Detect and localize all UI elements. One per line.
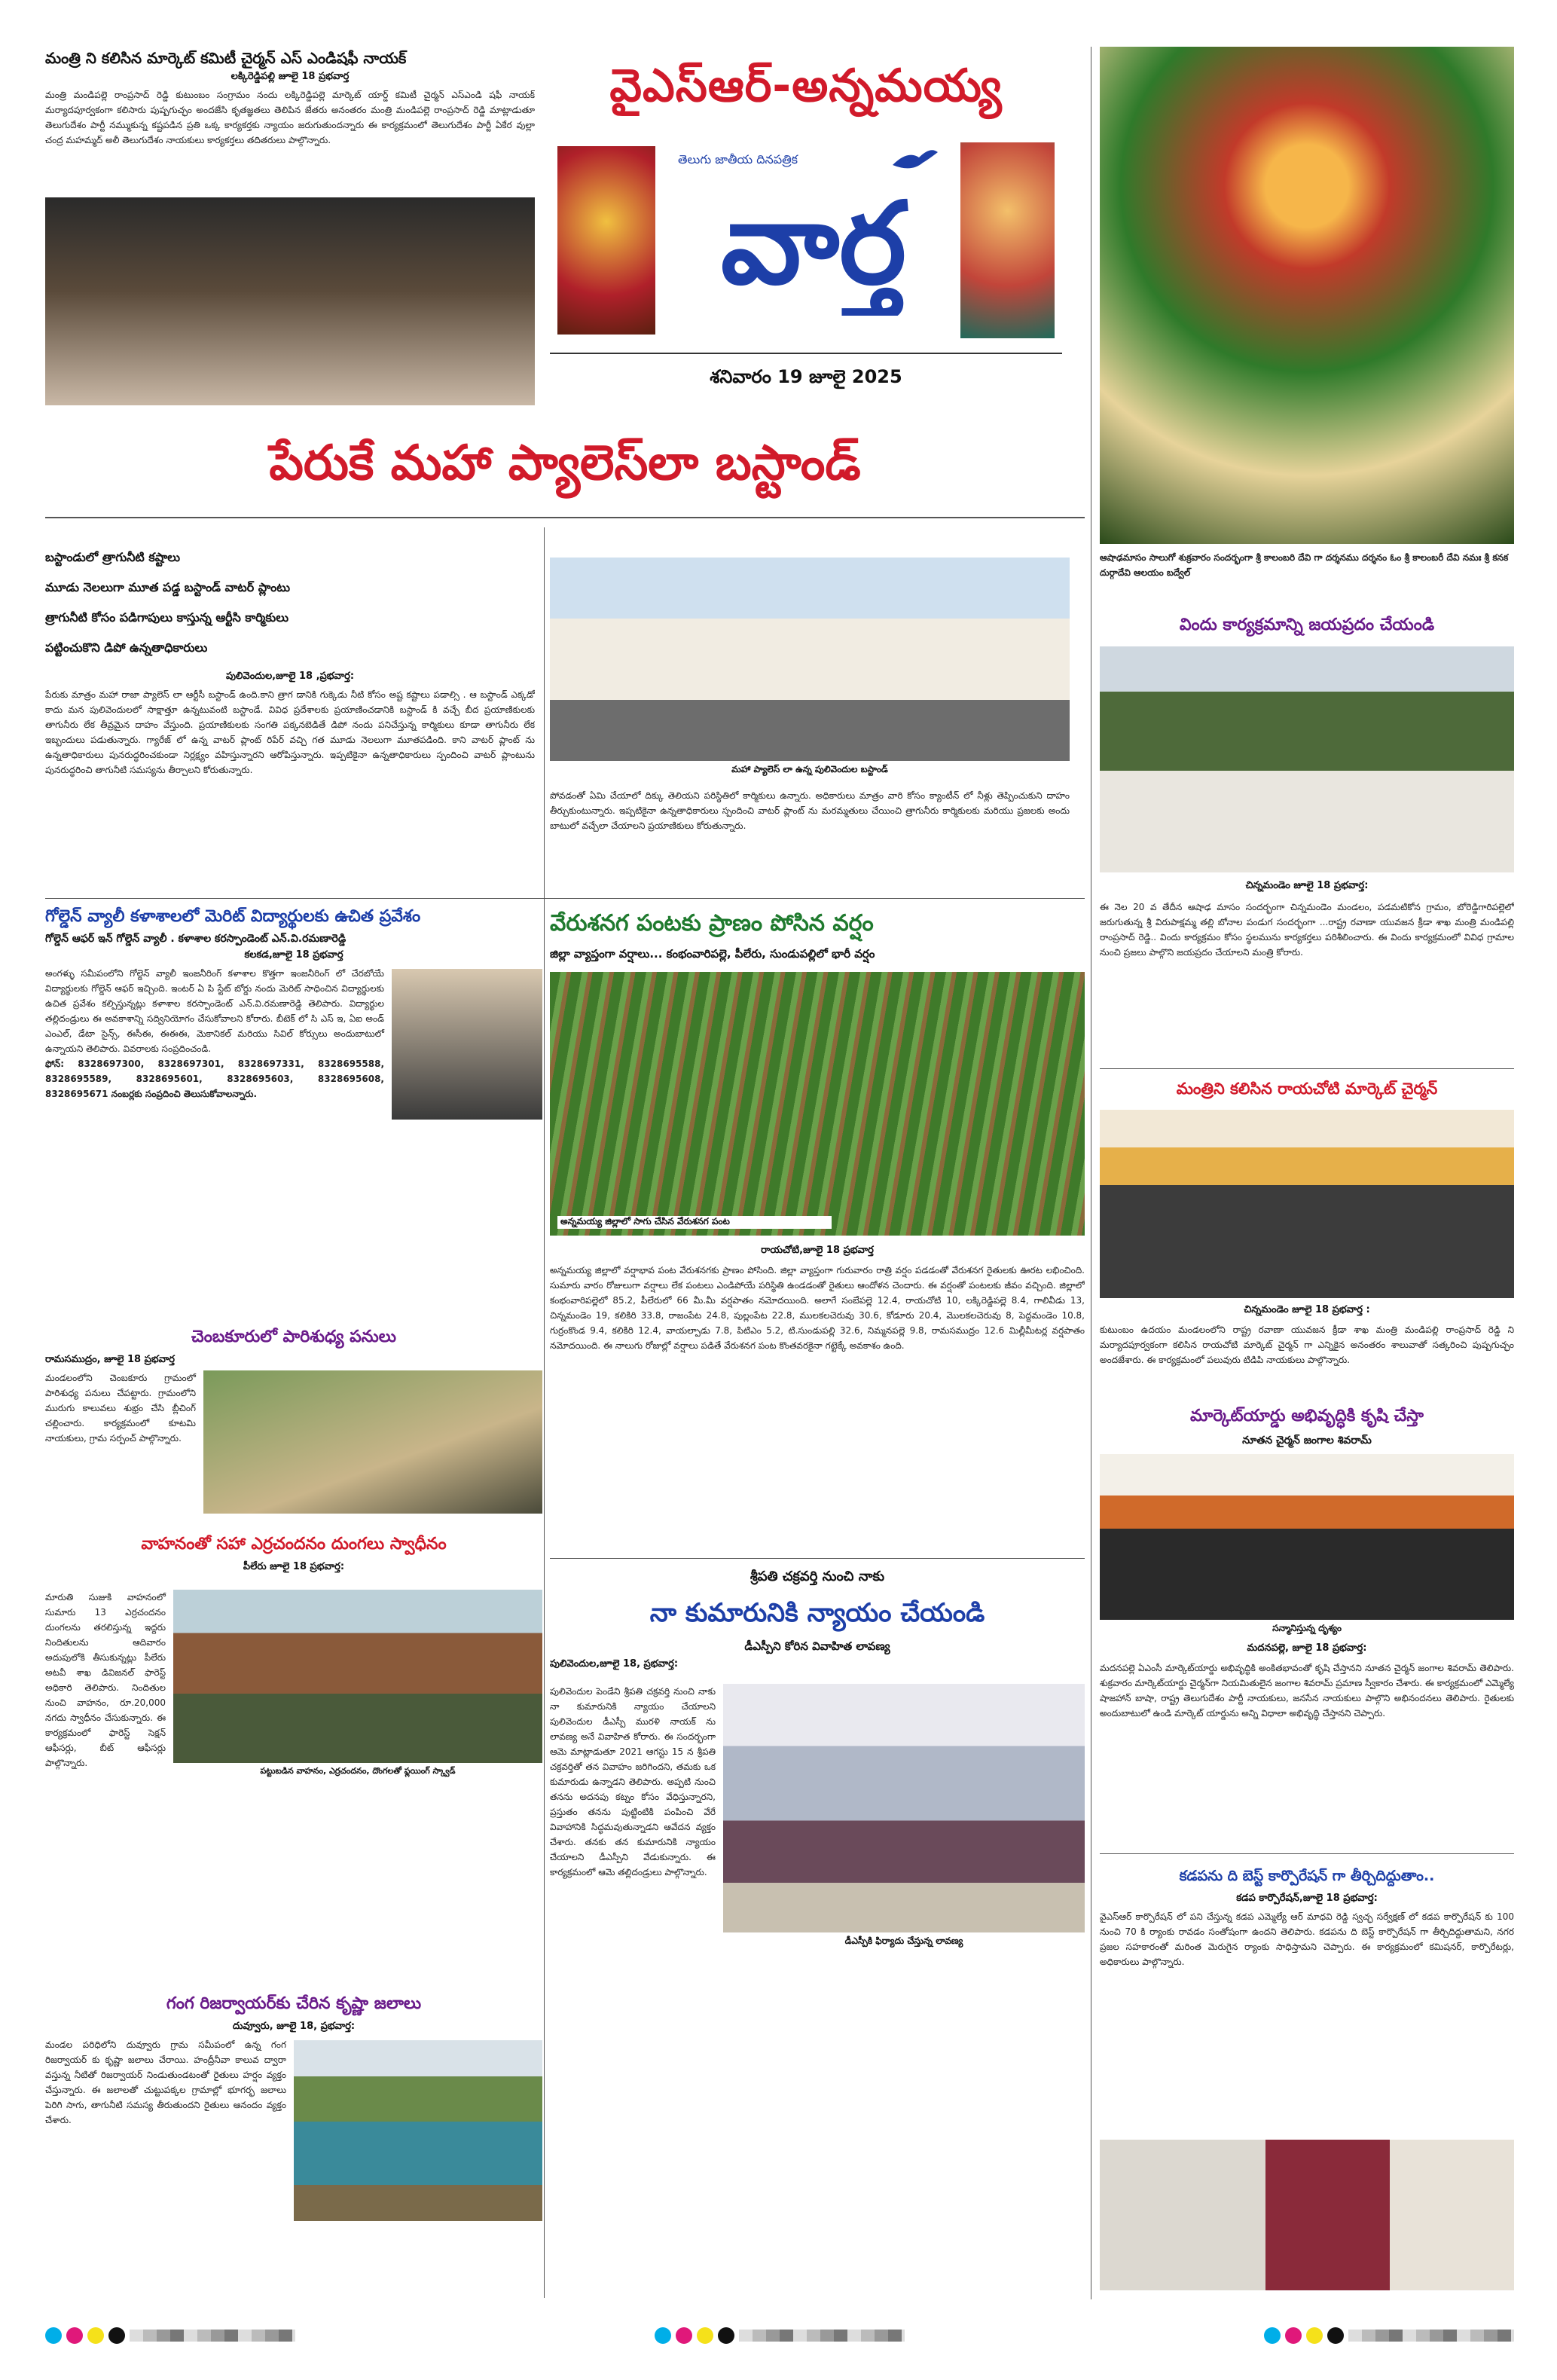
bus-body: పేరుకు మాత్రం మహా రాజా ప్యాలెస్ లా ఆర్టీసీ బస్టాండ్ ఉంది.కాని త్రాగ డానికి గుక్కెడు నీటి కోసం అష్ట కష్టాలు పడాల్సి . ఆ బస్టాండ్ ఎక్కడో కాదు మన పులివెందులలో సాక్షాత్తూ ఉన్నటువంటి బస్టాండే. వివిధ ప్రదేశాలకు ప్రయాణించడానికి బస్టాండ్ కి వచ్చే బీద ప్రయాణికులకు తాగునీరు లేక తీవ్రమైన దాహం వేస్తుంది. ప్రయాణికులకు సంగతి పక్కనబెడితే డిపో నందు పనిచేస్తున్న కార్మికులు కూడా తాగునీరు లేక ఇబ్బందులు పడుతున్నారు. గ్యారేజ్ లో ఉన్న వాటర్ ప్లాంట్ రిపేర్ వచ్చి గత మూడు నెలలుగా మూతపడింది. కాని వాటర్ ప్లాంట్ ను ఉన్నతాధికారులు పునరుద్ధరించకుండా నిర్లక్ష్యం వహిస్తున్నారని ఆరోపిస్తున్నారు. ఇప్పటికైనా ఉన్నతాధికారులు స్పందించి వాటర్ ప్లాంటును పునరుద్ధరించి తాగునీటి సమస్యను తీర్చాలని కోరుతున్నారు. — [45, 689, 535, 775]
redsanders-headline: వాహనంతో సహా ఎర్రచందనం దుంగలు స్వాధీనం — [141, 1535, 447, 1554]
golden-correspondent-photo — [392, 969, 542, 1120]
redsanders-photo — [173, 1590, 542, 1763]
market-body: మదనపల్లె ఏఎంసీ మార్కెట్‌యార్డు అభివృద్ధికి అంకితభావంతో కృషి చేస్తానని నూతన చైర్మన్ జంగాల శివరామ్ తెలిపారు. శుక్రవారం మార్కెట్‌యార్డు చైర్మన్‌గా నియమితులైన జంగాల శివరామ్ ప్రమాణ స్వీకారం చేశారు. ఈ కార్యక్రమంలో ఎమ్మెల్యే షాజహాన్ బాషా, రాష్ట్ర తెలుగుదేశం పార్టీ నాయకులు, జనసేన నాయకులు పాల్గొని అభినందనలు తెలిపారు. రైతులకు అందుబాటులో ఉండి మార్కెట్ యార్డును అన్ని విధాలా అభివృద్ధి చేస్తానని చెప్పారు. — [1100, 1663, 1514, 1719]
divider-left-column — [544, 527, 545, 2298]
justice-headline: నా కుమారునికి న్యాయం చేయండి — [649, 1598, 985, 1628]
masthead-logo-box — [550, 131, 1062, 350]
market-headline: మార్కెట్‌యార్డు అభివృద్ధికి కృషి చేస్తా — [1190, 1407, 1424, 1425]
sanitation-dateline: రామసముద్రం, జూలై 18 ప్రభవార్త — [45, 1354, 175, 1365]
justice-dateline: పులివెందుల,జూలై 18, ప్రభవార్త: — [550, 1658, 679, 1670]
rayachoti-body: కుటుంబం ఉదయం మండలంలోని రాష్ట్ర రవాణా యువజన క్రీడా శాఖ మంత్రి మండిపల్లి రాంప్రసాద్ రెడ్డి ని మర్యాదపూర్వకంగా కలిసిన రాయచోటి మార్కెట్ చైర్మన్ గా ఎన్నికైన అనంతరం శాలువాతో సత్కరించి పుష్పగుచ్ఛం అందజేశారు. ఈ కార్యక్రమంలో పలువురు టిడిపి నాయకులు పాల్గొన్నారు. — [1100, 1324, 1514, 1365]
rayachoti-photo — [1100, 1110, 1514, 1298]
bus-bullet-4: పట్టించుకొని డిపో ఉన్నతాధికారులు — [45, 640, 208, 655]
rain-headline: వేరుశనగ పంటకు ప్రాణం పోసిన వర్షం — [550, 910, 874, 936]
rain-photo-caption: అన్నమయ్య జిల్లాలో సాగు చేసిన వేరుశనగ పంట — [557, 1216, 832, 1229]
top-left-body: మంత్రి మండిపల్లె రాంప్రసాద్ రెడ్డి కుటుంబం సంగ్రామం నందు లక్కిరెడ్డిపల్లె మార్కెట్ యార్డ్ కమిటీ చైర్మన్ ఎస్ఎండి షఫీ నాయక్ మర్యాదపూర్వకంగా కలిసారు పుష్పగుచ్ఛం అందజేసి కృతజ్ఞతలు తెలిపిన జేతరు అనంతరం మంత్రి మండిపల్లె రాంప్రసాద్ రెడ్డి మాట్లాడుతూ తెలుగుదేశం పార్టీ నమ్ముకున్న కష్టపడిన ప్రతి ఒక్క కార్యకర్తకు న్యాయం జరుగుతుందన్నారు ఈ కార్యక్రమంలో తెలుగుదేశం పార్టీ ఏకేర వుల్లా చంద్ర మహమ్మద్ అలీ తెలుగుదేశం నాయకులు కార్యకర్తలు తదితరులు పాల్గొన్నారు. — [45, 90, 535, 145]
registration-group-2 — [655, 2327, 905, 2344]
bus-bullet-2: మూడు నెలలుగా మూత పడ్డ బస్టాండ్ వాటర్ ప్లాంటు — [45, 580, 291, 594]
deity-image-left — [557, 146, 655, 335]
black-dot-3 — [1327, 2327, 1344, 2344]
magenta-dot-3 — [1285, 2327, 1302, 2344]
ganga-body: మండల పరిధిలోని దువ్వూరు గ్రామ సమీపంలో ఉన్న గంగ రిజర్వాయర్ కు కృష్ణా జలాలు చేరాయి. హంద్రీనీవా కాలువ ద్వారా వస్తున్న నీటితో రిజర్వాయర్ నిండుతుండటంతో రైతులు హర్షం వ్యక్తం చేస్తున్నారు. ఈ జలాలతో చుట్టుపక్కల గ్రామాల్లో భూగర్భ జలాలు పెరిగి సాగు, తాగునీటి సమస్య తీరుతుందని రైతులు ఆనందం వ్యక్తం చేశారు. — [45, 2039, 286, 2125]
kadapa-body: వైఎస్ఆర్ కార్పొరేషన్ లో పని చేస్తున్న కడప ఎమ్మెల్యే ఆర్ మాధవి రెడ్డి స్వచ్ఛ సర్వేక్షణ్ లో కడప కార్పొరేషన్ కు 100 నుంచి 70 కి ర్యాంకు రావడం సంతోషంగా ఉందని తెలిపారు. కడపను ది బెస్ట్ కార్పొరేషన్ గా తీర్చిదిద్దుతామని, నగర ప్రజల సహకారంతో మరింత మెరుగైన ర్యాంకు సాధిస్తామని చెప్పారు. ఈ కార్యక్రమంలో కమిషనర్, కార్పొరేటర్లు, అధికారులు పాల్గొన్నారు. — [1100, 1911, 1514, 1967]
vindu-headline: విందు కార్యక్రమాన్ని జయప్రదం చేయండి — [1179, 616, 1435, 634]
gray-scale-1 — [130, 2330, 295, 2342]
vindu-photo — [1100, 646, 1514, 872]
golden-body: అంగళ్ళు సమీపంలోని గోల్డెన్ వ్యాలీ ఇంజనీరింగ్ కళాశాల కొత్తగా ఇంజనీరింగ్ లో చేరబోయే విద్యార్థులకు గోల్డెన్ ఆఫర్ ఇచ్చింది. ఇంటర్ ఏ పి స్టేట్ బోర్డు నందు మెరిట్ సాధించిన విద్యార్థులకు ఉచిత ప్రవేశం కల్పిస్తున్నట్లు కళాశాల కరస్పాండెంట్ ఎన్.వి.రమణారెడ్డి తెలిపారు. విద్యార్థుల తల్లిదండ్రులు ఈ అవకాశాన్ని సద్వినియోగం చేసుకోవాలని కోరారు. బీటెక్ లో సి ఎస్ ఇ, ఏఐ అండ్ ఎంఎల్, డేటా సైన్స్, ఈసీఈ, ఈఈఈ, మెకానికల్ మరియు సివిల్ కోర్సులు అందుబాటులో ఉన్నాయని తెలిపారు. వివరాలకు సంప్రదించండి. — [45, 968, 384, 1054]
registration-group-3 — [1264, 2327, 1514, 2344]
kadapa-dateline: కడప కార్పొరేషన్,జూలై 18 ప్రభవార్త: — [1236, 1893, 1378, 1904]
top-right-story — [1100, 47, 1514, 604]
market-photo-caption: సన్మానిస్తున్న దృశ్యం — [1272, 1623, 1342, 1633]
justice-photo — [723, 1684, 1085, 1932]
rain-body: అన్నమయ్య జిల్లాలో వర్షాభావ పంట వేరుశనగకు ప్రాణం పోసింది. జిల్లా వ్యాప్తంగా గురువారం రాత్రి వర్షం పడడంతో వేరుశనగ రైతులకు ఊరట లభించింది. సుమారు వారం రోజులుగా వర్షాలు లేక పంటలు ఎండిపోయే పరిస్థితి ఉండడంతో రైతులు ఆందోళన చెందారు. ఈ వర్షంతో పంటలకు జీవం వచ్చింది. జిల్లాలో కంభంవారిపల్లెలో 85.2, పీలేరులో 66 మీ.మీ వర్షపాతం నమోదయింది. అలాగే సంబేపల్లె 12.4, రాయచోటి 10, లక్కిరెడ్డిపల్లె 8.4, గాలివీడు 13, చిన్నమండెం 19, కలికిరి 33.8, రాజంపేట 24.8, పుల్లంపేట 22.8, ములకలచెరువు 30.6, కోడూరు 20.4, మొలకలచెరువు 8, పెద్దమండెం 10.8, గుర్రంకొండ 9.4, కలికిరి 12.4, వాయల్పాడు 7.8, పిటిఎం 5.2, టి.సుండుపల్లి 32.6, నిమ్మనపల్లె 9.8, రామసముద్రం 12.6 మిల్లీమీటర్ల వర్షపాతం నమోదయింది. ఈ నాలుగు రోజుల్లో వర్షాలు పడితే వేరుశనగ పంట కొంతవరకైనా గట్టెక్కే అవకాశం ఉంది. — [550, 1265, 1085, 1351]
top-left-photo — [45, 197, 535, 405]
bus-station-photo — [550, 558, 1070, 761]
divider-mid-right — [1100, 1068, 1514, 1069]
rain-subhead: జిల్లా వ్యాప్తంగా వర్షాలు... కంభంవారిపల్లె, పీలేరు, సుండుపల్లిలో భారీ వర్షం — [550, 947, 875, 961]
vindu-story — [1100, 610, 1514, 1070]
vindu-body: ఈ నెల 20 వ తేదీన ఆషాఢ మాసం సందర్భంగా చిన్నమండెం మండలం, పడమటికోన గ్రామం, బోరెడ్డిగారిపల్లెలో జరుగుతున్న శ్రీ విరుపాక్షమ్మ తల్లి బోనాల పండుగ సందర్భంగా ...రాష్ట్ర రవాణా యువజన క్రీడా శాఖ మంత్రి మండిపల్లి రాంప్రసాద్ రెడ్డి.. విందు కార్యక్రమం కోసం స్థలమును కార్యకర్తలు పరిశీలించారు. ఈ విందు కార్యక్రమంలో వివిధ గ్రామాల నుంచి ప్రజలు పాల్గొని జయప్రదం చేయాలని మంత్రి కోరారు. — [1100, 902, 1514, 958]
masthead-tagline: తెలుగు జాతీయ దినపత్రిక — [678, 152, 798, 167]
rayachoti-story — [1100, 1074, 1514, 1398]
ganga-canal-photo — [294, 2040, 542, 2221]
bus-bullet-3: త్రాగునీటి కోసం పడిగాపులు కాస్తున్న ఆర్టీసి కార్మికులు — [45, 610, 289, 625]
justice-photo-caption: డీఎస్పీకి ఫిర్యాదు చేస్తున్న లావణ్య — [844, 1935, 963, 1946]
registration-group-1 — [45, 2327, 295, 2344]
bus-dateline: పులివెందుల,జూలై 18 ,ప్రభవార్త: — [225, 671, 355, 682]
bus-photo-caption: మహా ప్యాలెస్ లా ఉన్న పులివెందుల బస్టాండ్ — [731, 764, 888, 774]
top-left-headline: మంత్రి ని కలిసిన మార్కెట్ కమిటీ చైర్మన్ ఎస్ ఎండిషఫీ నాయక్ — [45, 49, 407, 67]
gray-scale-3 — [1348, 2330, 1514, 2342]
yellow-dot-3 — [1306, 2327, 1323, 2344]
bus-story-photo-block — [550, 558, 1070, 874]
cyan-dot — [45, 2327, 62, 2344]
market-photo — [1100, 1454, 1514, 1620]
market-dateline: మదనపల్లె, జూలై 18 ప్రభవార్త: — [1247, 1642, 1367, 1654]
gray-scale-2 — [739, 2330, 905, 2342]
masthead-date: శనివారం 19 జూలై 2025 — [550, 353, 1062, 399]
rayachoti-dateline: చిన్నమండెం జూలై 18 ప్రభవార్త : — [1244, 1304, 1370, 1315]
bus-bullet-1: బస్టాండులో త్రాగునీటి కష్టాలు — [45, 550, 181, 564]
redsanders-photo-caption: పట్టుబడిన వాహనం, ఎర్రచందనం, దొంగలతో ఫ్లయింగ్ స్క్వాడ్ — [260, 1766, 456, 1776]
sanitation-headline: చెంబకూరులో పారిశుధ్య పనులు — [191, 1327, 396, 1346]
ganga-dateline: దువ్వూరు, జూలై 18, ప్రభవార్త: — [232, 2021, 356, 2032]
main-headline: పేరుకే మహా ప్యాలెస్‌లా బస్టాండ్ — [269, 435, 861, 491]
justice-body: పులివెందుల పెండేని శ్రీపతి చక్రవర్తి నుంచి నాకు నా కుమారునికి న్యాయం చేయాలని పులివెందుల డీఎస్పీ మురళి నాయక్ ను లావణ్య అనే వివాహిత కోరారు. ఈ సందర్భంగా ఆమె మాట్లాడుతూ 2021 ఆగస్టు 15 న శ్రీపతి చక్రవర్తితో తన వివాహం జరిగిందని, తమకు ఒక కుమారుడు ఉన్నాడని తెలిపారు. అప్పటి నుంచి తనను అదనపు కట్నం కోసం వేధిస్తున్నారని, ప్రస్తుతం తనను పుట్టింటికి పంపించి వేరే వివాహానికి సిద్ధమవుతున్నాడని ఆవేదన వ్యక్తం చేశారు. తనకు తన కుమారునికి న్యాయం చేయాలని డీఎస్పీని వేడుకున్నారు. ఈ కార్యక్రమంలో ఆమె తల్లిదండ్రులు పాల్గొన్నారు. — [550, 1686, 716, 1877]
masthead-title: వైఎస్ఆర్-అన్నమయ్య — [609, 60, 1003, 112]
goddess-vegetable-decoration-photo — [1100, 47, 1514, 544]
magenta-dot — [66, 2327, 83, 2344]
rain-dateline: రాయచోటి,జూలై 18 ప్రభవార్త — [761, 1245, 874, 1256]
ganga-headline: గంగ రిజర్వాయర్‌కు చేరిన కృష్ణా జలాలు — [166, 1994, 422, 2013]
ganga-story — [45, 1989, 542, 2290]
groundnut-field-photo — [550, 972, 1085, 1236]
vindu-dateline: చిన్నమండెం జూలై 18 ప్రభవార్త: — [1245, 880, 1369, 891]
bus-story-text — [45, 542, 535, 889]
rain-story — [550, 904, 1085, 1552]
black-dot — [108, 2327, 125, 2344]
divider-under-headline — [45, 517, 1085, 518]
golden-dateline: కలకడ,జూలై 18 ప్రభవార్త — [244, 949, 343, 961]
redsanders-story — [45, 1529, 542, 1981]
rayachoti-headline: మంత్రిని కలిసిన రాయచోటి మార్కెట్ చైర్మన్ — [1176, 1080, 1438, 1098]
masthead — [550, 47, 1062, 407]
justice-story — [550, 1563, 1085, 2290]
justice-subhead: డీఎస్పీని కోరిన వివాహిత లావణ్య — [744, 1639, 890, 1653]
top-left-story — [45, 47, 535, 407]
top-right-caption: ఆషాఢమాసం సాలుగో శుక్రవారం సందర్భంగా శ్రీ కాలంబరి దేవి గా దర్శనము దర్శనం ఓం శ్రీ కాలంబరీ దేవి నమః శ్రీ కనక దుర్గాదేవి ఆలయం బద్వేల్ — [1100, 552, 1509, 578]
sanitation-body: మండలంలోని చెంబకూరు గ్రామంలో పారిశుధ్య పనులు చేపట్టారు. గ్రామంలోని మురుగు కాలువలు శుభ్రం చేసి బ్లీచింగ్ చల్లించారు. కార్యక్రమంలో కూటమి నాయకులు, గ్రామ సర్పంచ్ పాల్గొన్నారు. — [45, 1373, 196, 1444]
kadapa-headline: కడపను ది బెస్ట్ కార్పొరేషన్ గా తీర్చిదిద్దుతాం.. — [1179, 1868, 1435, 1884]
golden-story — [45, 904, 542, 1311]
divider-mid-left — [45, 898, 1085, 899]
sanitation-story — [45, 1322, 542, 1518]
dove-icon — [889, 146, 942, 176]
market-story — [1100, 1401, 1514, 1778]
bus-body-2: పోవడంతో ఏమి చేయాలో దిక్కు తెలియని పరిస్థితిలో కార్మికులు ఉన్నారు. అధికారులు మాత్రం వారి కోసం క్యాంటీన్ లో నీళ్లు తెప్పించుకుని దాహం తీర్చుకుంటున్నారు. ఇప్పటికైనా ఉన్నతాధికారులు స్పందించి వాటర్ ప్లాంట్ ను మరమ్మతులు చేయించి త్రాగునీరు కార్మికులకు మరియు ప్రజలకు అందు బాటులో వచ్చేలా చేయాలని ప్రయాణికులు కోరుతున్నారు. — [550, 790, 1070, 831]
sanitation-photo — [203, 1370, 542, 1514]
cyan-dot-3 — [1264, 2327, 1281, 2344]
kadapa-photo — [1100, 2140, 1514, 2290]
redsanders-body: మారుతి సుజుకి వాహనంలో సుమారు 13 ఎర్రచందనం దుంగలను తరలిస్తున్న ఇద్దరు నిందితులను ఆదివారం అదుపులోకి తీసుకున్నట్లు పీలేరు అటవీ శాఖ డివిజనల్ ఫారెస్ట్ అధికారి తెలిపారు. నిందితుల నుంచి వాహనం, రూ.20,000 నగదు స్వాధీనం చేసుకున్నారు. ఈ కార్యక్రమంలో ఫారెస్ట్ సెక్షన్ ఆఫీసర్లు, బీట్ ఆఫీసర్లు పాల్గొన్నారు. — [45, 1592, 166, 1768]
yellow-dot — [87, 2327, 104, 2344]
masthead-logo: వార్త — [720, 179, 907, 310]
divider-justice — [550, 1558, 1085, 1559]
print-registration-bar — [45, 2320, 1514, 2351]
golden-contact: ఫోన్: 8328697300, 8328697301, 8328697331, 8328695588, 8328695589, 8328695601, 8328695603, 8328695608, 8328695671 నంబర్లకు సంప్రదించి తెలుసుకోవాలన్నారు. — [45, 1059, 384, 1099]
kadapa-story — [1100, 1861, 1514, 2290]
divider-market — [1100, 1853, 1514, 1854]
cyan-dot-2 — [655, 2327, 671, 2344]
black-dot-2 — [718, 2327, 734, 2344]
justice-kicker: శ్రీపతి చక్రవర్తి నుంచి నాకు — [749, 1569, 885, 1584]
deity-image-right — [960, 142, 1055, 338]
magenta-dot-2 — [676, 2327, 692, 2344]
top-left-dateline: లక్కిరెడ్డిపల్లి జూలై 18 ప్రభవార్త — [230, 71, 350, 82]
golden-headline: గోల్డెన్ వ్యాలీ కళాశాలలో మెరిట్ విద్యార్థులకు ఉచిత ప్రవేశం — [45, 907, 421, 926]
redsanders-dateline: పీలేరు జూలై 18 ప్రభవార్త: — [243, 1561, 345, 1572]
golden-subhead: గోల్డెన్ ఆఫర్ ఇన్ గోల్డెన్ వ్యాలీ . కళాశాల కరస్పాండెంట్ ఎన్.వి.రమణారెడ్డి — [45, 933, 347, 945]
yellow-dot-2 — [697, 2327, 713, 2344]
market-subhead: నూతన చైర్మన్ జంగాల శివరామ్ — [1242, 1434, 1372, 1447]
